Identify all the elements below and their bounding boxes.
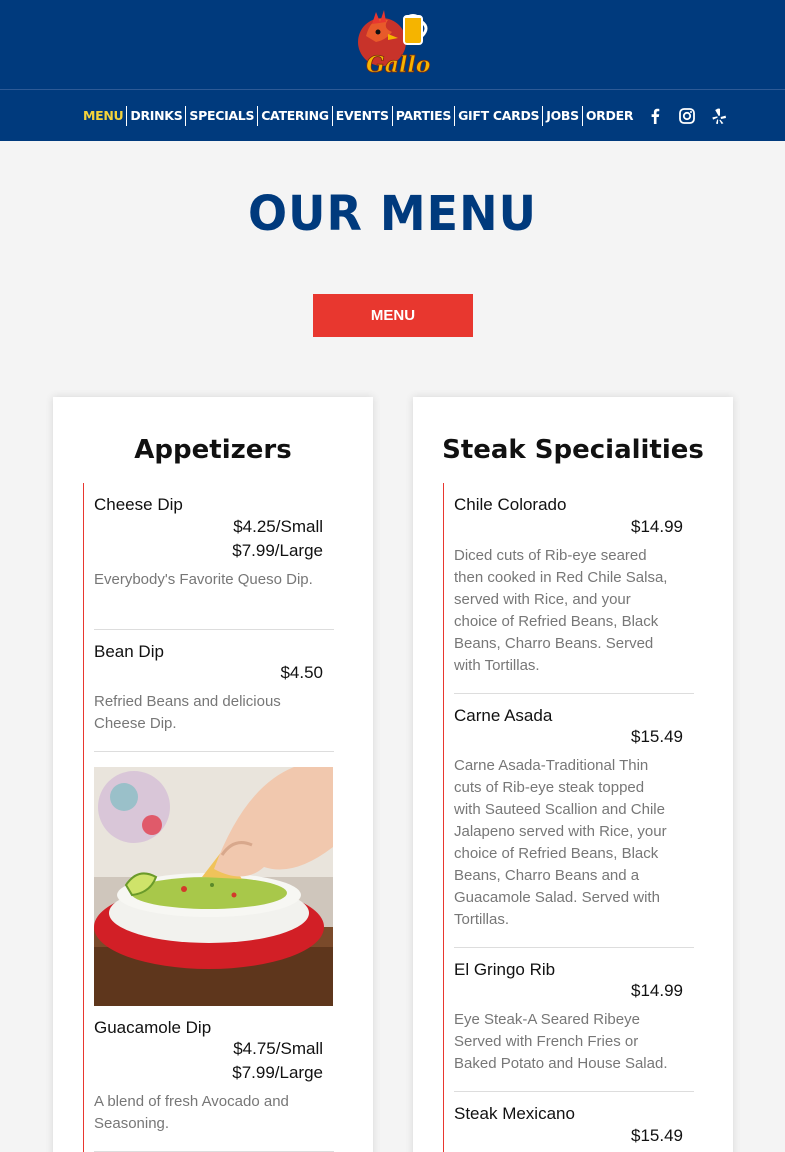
item-divider xyxy=(454,947,694,948)
item-divider xyxy=(454,693,694,694)
nav-drinks[interactable]: DRINKS xyxy=(126,106,185,126)
header-bar xyxy=(0,0,785,89)
appetizers-title: Appetizers xyxy=(134,435,292,465)
item-name: Steak Mexicano xyxy=(454,1104,575,1123)
nav-specials[interactable]: SPECIALS xyxy=(185,106,257,126)
menu-button[interactable]: MENU xyxy=(313,294,473,337)
social-links xyxy=(646,107,728,125)
nav-parties[interactable]: PARTIES xyxy=(392,106,454,126)
nav-gift-cards[interactable]: GIFT CARDS xyxy=(454,106,542,126)
guacamole-photo xyxy=(94,767,333,1006)
gallo-logo[interactable] xyxy=(352,6,432,84)
facebook-icon[interactable] xyxy=(646,107,664,125)
nav-catering[interactable]: CATERING xyxy=(257,106,332,126)
item-price: $4.25/Small xyxy=(233,517,323,536)
item-description: Diced cuts of Rib-eye seared then cooked in Red Chile Salsa, served with Rice, and your choice of Refried Beans, Black Beans, Charro Beans. Served with Tortillas. xyxy=(454,547,668,674)
item-description: Eye Steak-A Seared Ribeye Served with French Fries or Baked Potato and House Salad. xyxy=(454,1011,668,1072)
nav-order[interactable]: ORDER xyxy=(582,106,636,126)
appetizers-card xyxy=(53,397,373,1152)
item-price: $14.99 xyxy=(631,517,683,536)
nav-events[interactable]: EVENTS xyxy=(332,106,392,126)
item-price: $7.99/Large xyxy=(232,1063,323,1082)
item-name: Bean Dip xyxy=(94,642,164,661)
item-description: A blend of fresh Avocado and Seasoning. xyxy=(94,1093,289,1132)
item-price: $15.49 xyxy=(631,1126,683,1145)
steak-title: Steak Specialities xyxy=(442,435,704,465)
card-accent-line xyxy=(83,483,84,1152)
item-price: $4.75/Small xyxy=(233,1039,323,1058)
item-name: Cheese Dip xyxy=(94,495,183,514)
item-price: $7.99/Large xyxy=(232,541,323,560)
item-description: Everybody's Favorite Queso Dip. xyxy=(94,571,313,588)
nav-jobs[interactable]: JOBS xyxy=(542,106,582,126)
item-price: $15.49 xyxy=(631,727,683,746)
steak-specialities-card xyxy=(413,397,733,1152)
item-price: $4.50 xyxy=(280,663,323,682)
instagram-icon[interactable] xyxy=(678,107,696,125)
item-description: Refried Beans and delicious Cheese Dip. xyxy=(94,693,281,732)
nav-menu[interactable]: MENU xyxy=(83,108,124,123)
item-divider xyxy=(94,751,334,752)
logo-text: Gallo xyxy=(366,52,431,78)
item-description: Carne Asada-Traditional Thin cuts of Rib-eye steak topped with Sauteed Scallion and Chile Jalapeno served with Rice, your choice of Refried Beans, Black Beans, Charro Beans and a Guacamole Salad. Served with Tortillas. xyxy=(454,757,667,928)
item-name: Guacamole Dip xyxy=(94,1018,212,1037)
yelp-icon[interactable] xyxy=(710,107,728,125)
item-price: $14.99 xyxy=(631,981,683,1000)
item-name: Carne Asada xyxy=(454,706,553,725)
nav-bar xyxy=(0,89,785,141)
item-name: Chile Colorado xyxy=(454,495,567,514)
item-divider xyxy=(454,1091,694,1092)
item-divider xyxy=(94,629,334,630)
main-nav xyxy=(80,105,728,127)
page-title: OUR MENU xyxy=(248,184,537,242)
card-accent-line xyxy=(443,483,444,1152)
item-name: El Gringo Rib xyxy=(454,960,556,979)
